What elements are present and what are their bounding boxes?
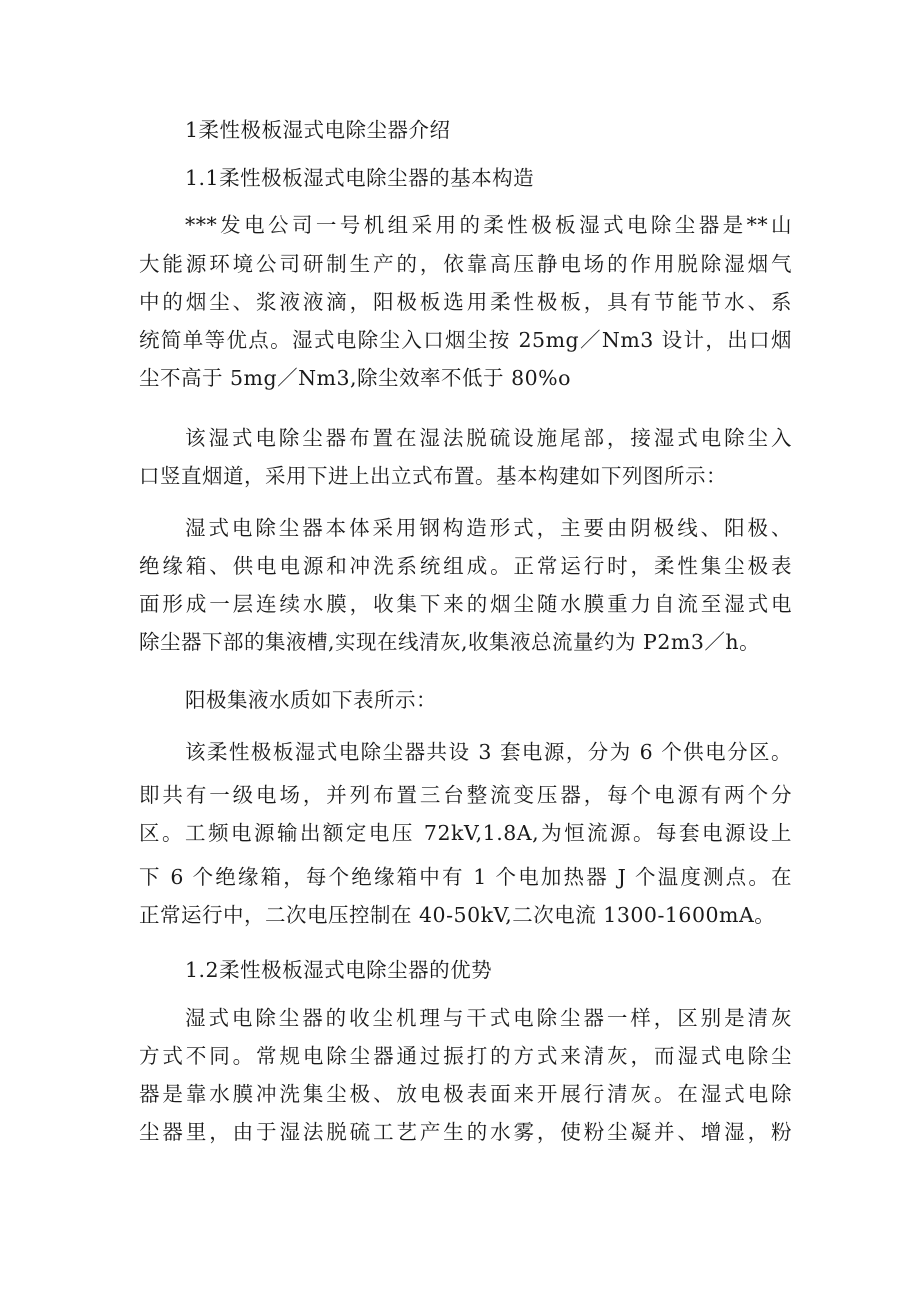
- paragraph-line: 尘不高于 5mg／Nm3,除尘效率不低于 80%o: [139, 366, 571, 390]
- paragraph-line: 中的烟尘、浆液液滴，阳极板选用柔性极板，具有节能节水、系: [139, 290, 792, 314]
- paragraph-line: 区。工频电源输出额定电压 72kV,1.8A,为恒流源。每套电源设上: [139, 821, 792, 845]
- paragraph-line: 面形成一层连续水膜，收集下来的烟尘随水膜重力自流至湿式电: [139, 592, 792, 616]
- paragraph-line: 大能源环境公司研制生产的，依靠高压静电场的作用脱除湿烟气: [139, 252, 792, 276]
- paragraph-line: 正常运行中，二次电压控制在 40-50kV,二次电流 1300-1600mA。: [139, 903, 776, 927]
- paragraph-line: 统简单等优点。湿式电除尘入口烟尘按 25mg／Nm3 设计，出口烟: [139, 328, 792, 352]
- paragraph-line: 口竖直烟道，采用下进上出立式布置。基本构建如下列图所示：: [139, 464, 727, 488]
- paragraph-line: 下 6 个绝缘箱，每个绝缘箱中有 1 个电加热器 J 个温度测点。在: [139, 865, 792, 889]
- paragraph-line: 绝缘箱、供电电源和冲洗系统组成。正常运行时，柔性集尘极表: [139, 554, 792, 578]
- section-heading-1-1: 1.1柔性极板湿式电除尘器的基本构造: [185, 166, 535, 190]
- paragraph-line: 除尘器下部的集液槽,实现在线清灰,收集液总流量约为 P2m3／h。: [139, 630, 761, 654]
- paragraph-line: 器是靠水膜冲洗集尘极、放电极表面来开展行清灰。在湿式电除: [139, 1082, 792, 1106]
- paragraph-line: 该湿式电除尘器布置在湿法脱硫设施尾部，接湿式电除尘入: [185, 426, 792, 450]
- paragraph-line: 阳极集液水质如下表所示：: [185, 688, 437, 712]
- paragraph-line: 尘器里，由于湿法脱硫工艺产生的水雾，使粉尘凝并、增湿，粉: [139, 1120, 792, 1144]
- paragraph-line: 湿式电除尘器的收尘机理与干式电除尘器一样，区别是清灰: [185, 1006, 792, 1030]
- paragraph-line: 该柔性极板湿式电除尘器共设 3 套电源，分为 6 个供电分区。: [185, 740, 792, 764]
- section-heading-1: 1柔性极板湿式电除尘器介绍: [185, 118, 451, 142]
- paragraph-line: 即共有一级电场，并列布置三台整流变压器，每个电源有两个分: [139, 783, 792, 807]
- paragraph-line: 方式不同。常规电除尘器通过振打的方式来清灰，而湿式电除尘: [139, 1044, 792, 1068]
- section-heading-1-2: 1.2柔性极板湿式电除尘器的优势: [185, 958, 493, 982]
- paragraph-line: 湿式电除尘器本体采用钢构造形式，主要由阴极线、阳极、: [185, 516, 792, 540]
- paragraph-line: ***发电公司一号机组采用的柔性极板湿式电除尘器是**山: [185, 213, 792, 237]
